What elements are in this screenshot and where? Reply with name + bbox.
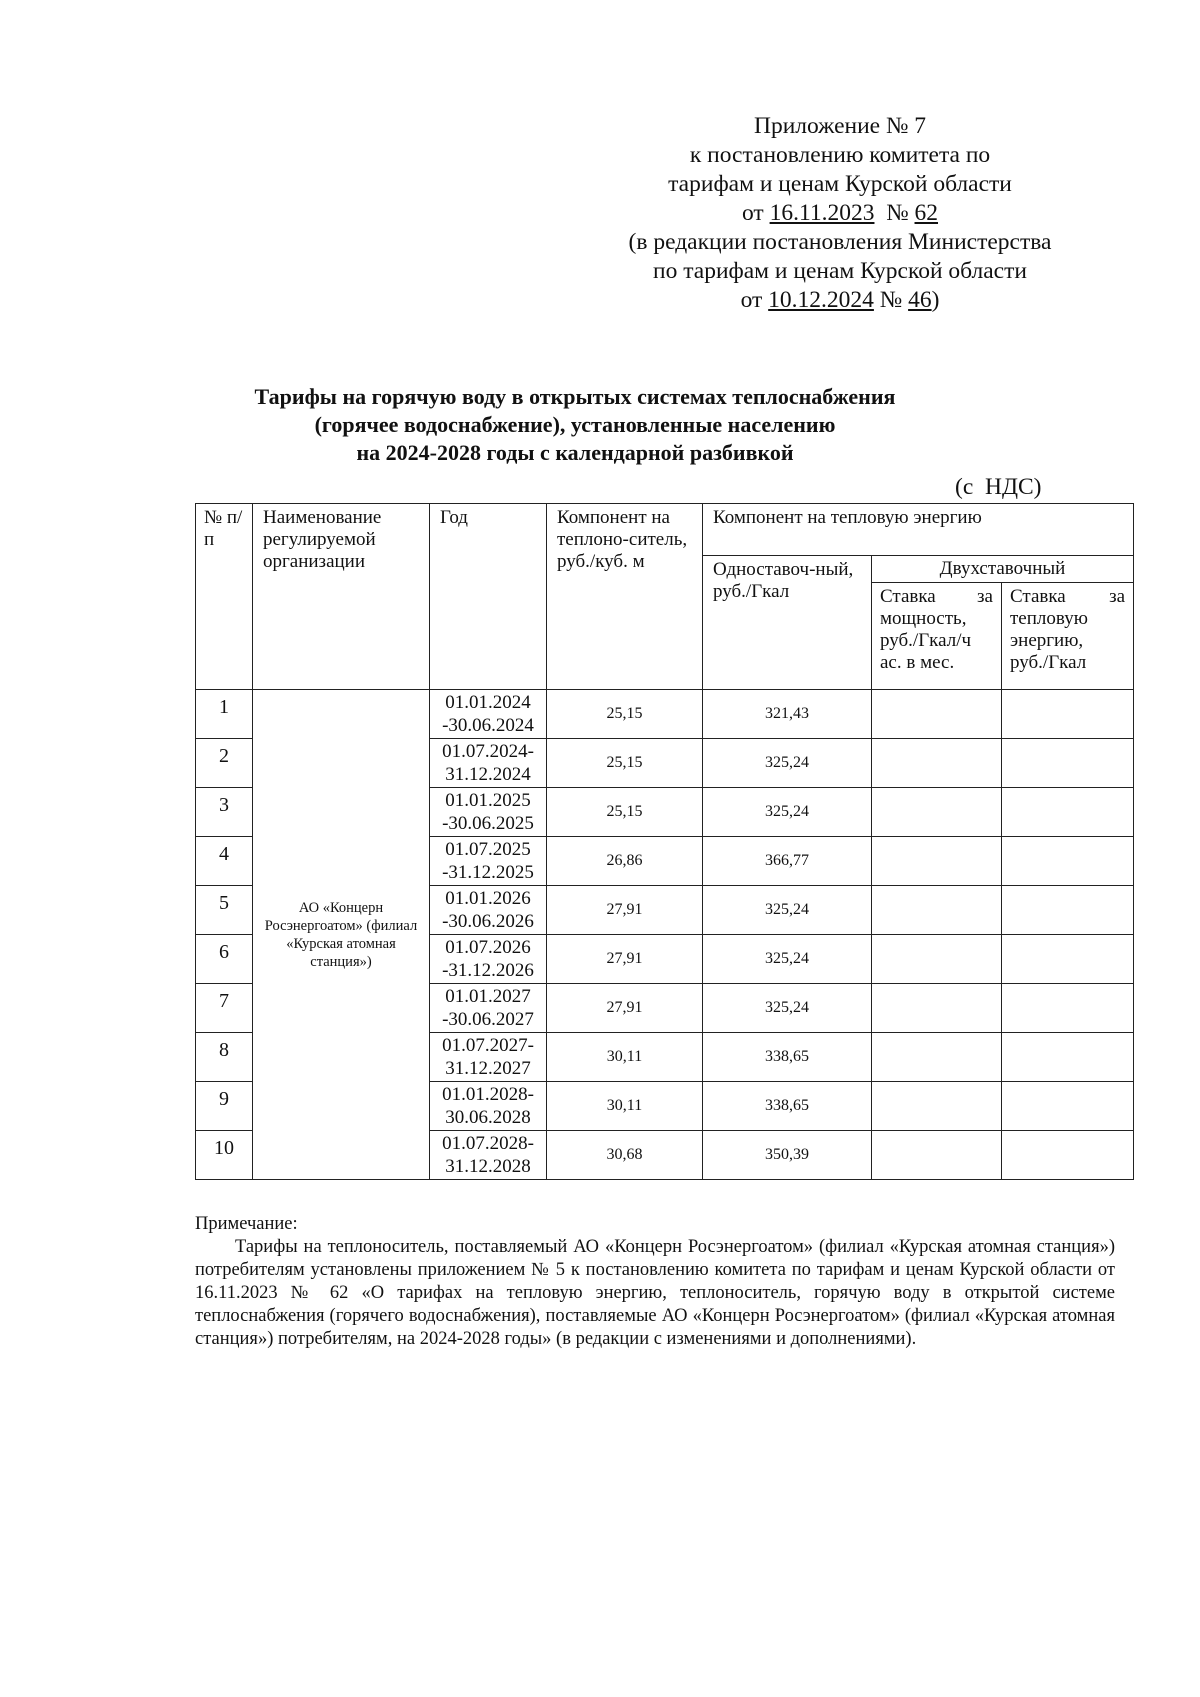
period-end: 30.06.2028	[445, 1107, 531, 1128]
header-two-rate: Двухставочный	[872, 556, 1134, 583]
period-cell	[430, 886, 547, 935]
note-heading: Примечание:	[195, 1214, 298, 1234]
carrier-value: 27,91	[547, 886, 703, 935]
period-start: 01.07.2028-	[442, 1133, 534, 1154]
title-line-2: (горячее водоснабжение), установленные населению	[314, 412, 836, 437]
header-year: Год	[430, 504, 547, 690]
single-rate-value: 325,24	[703, 984, 872, 1033]
period-cell	[430, 837, 547, 886]
carrier-value: 25,15	[547, 739, 703, 788]
header-energy-rate	[1002, 583, 1134, 690]
appendix-date: 16.11.2023	[769, 200, 875, 226]
header-energy-rate-word-2: за	[1109, 586, 1126, 607]
appendix-line-4	[580, 199, 1100, 228]
header-power-rate	[872, 583, 1002, 690]
energy-rate-value	[1002, 837, 1134, 886]
power-rate-value	[872, 739, 1002, 788]
single-rate-value: 325,24	[703, 935, 872, 984]
row-number: 3	[196, 788, 253, 837]
header-energy-rate-rest: тепловую энергию, руб./Гкал	[1010, 608, 1088, 673]
energy-rate-value	[1002, 1131, 1134, 1180]
power-rate-value	[872, 935, 1002, 984]
appendix-line-7	[580, 286, 1100, 315]
period-start: 01.07.2025	[445, 839, 531, 860]
header-power-rate-word-2: за	[977, 586, 993, 607]
period-start: 01.01.2024	[445, 692, 531, 713]
tariff-table	[195, 503, 1134, 1180]
appendix-number: 62	[914, 200, 939, 226]
single-rate-value: 338,65	[703, 1082, 872, 1131]
single-rate-value: 338,65	[703, 1033, 872, 1082]
power-rate-value	[872, 886, 1002, 935]
header-heat-component: Компонент на тепловую энергию	[703, 504, 1134, 556]
power-rate-value	[872, 1082, 1002, 1131]
single-rate-value: 325,24	[703, 788, 872, 837]
single-rate-value: 350,39	[703, 1131, 872, 1180]
period-start: 01.01.2027	[445, 986, 531, 1007]
single-rate-value: 321,43	[703, 690, 872, 739]
carrier-value: 30,68	[547, 1131, 703, 1180]
vat-note: (с НДС)	[955, 474, 1042, 500]
carrier-value: 30,11	[547, 1033, 703, 1082]
carrier-value: 30,11	[547, 1082, 703, 1131]
period-cell	[430, 1033, 547, 1082]
row-number: 7	[196, 984, 253, 1033]
period-end: -31.12.2025	[442, 862, 534, 883]
period-start: 01.07.2024-	[442, 741, 534, 762]
period-start: 01.01.2025	[445, 790, 531, 811]
header-num: № п/п	[196, 504, 253, 690]
power-rate-value	[872, 690, 1002, 739]
header-power-rate-rest: мощность, руб./Гкал/ч ас. в мес.	[880, 608, 972, 673]
row-number: 6	[196, 935, 253, 984]
revision-number-prefix: №	[873, 287, 909, 313]
carrier-value: 25,15	[547, 788, 703, 837]
header-organization: Наименование регулируемой организации	[253, 504, 430, 690]
row-number: 5	[196, 886, 253, 935]
power-rate-value	[872, 1033, 1002, 1082]
appendix-header	[580, 112, 1100, 315]
energy-rate-value	[1002, 984, 1134, 1033]
revision-number: 46	[908, 287, 932, 313]
carrier-value: 27,91	[547, 935, 703, 984]
energy-rate-value	[1002, 788, 1134, 837]
period-cell	[430, 788, 547, 837]
period-cell	[430, 739, 547, 788]
appendix-line-5: (в редакции постановления Министерства	[628, 229, 1052, 255]
appendix-line-2: к постановлению комитета по	[689, 142, 991, 168]
organization-name: АО «Концерн Росэнергоатом» (филиал «Курская атомная станция»)	[253, 690, 430, 1180]
header-power-rate-word-1: Ставка	[880, 586, 936, 607]
period-cell	[430, 984, 547, 1033]
period-start: 01.01.2026	[445, 888, 531, 909]
period-cell	[430, 690, 547, 739]
single-rate-value: 325,24	[703, 886, 872, 935]
period-start: 01.07.2027-	[442, 1035, 534, 1056]
power-rate-value	[872, 1131, 1002, 1180]
appendix-line-1: Приложение № 7	[753, 113, 927, 139]
period-cell	[430, 935, 547, 984]
period-start: 01.01.2028-	[442, 1084, 534, 1105]
energy-rate-value	[1002, 886, 1134, 935]
period-end: -31.12.2026	[442, 960, 534, 981]
carrier-value: 25,15	[547, 690, 703, 739]
carrier-value: 27,91	[547, 984, 703, 1033]
header-energy-rate-word-1: Ставка	[1010, 586, 1066, 607]
note-body: Тарифы на теплоноситель, поставляемый АО «Концерн Росэнергоатом» (филиал «Курская атомная станция») потребителям установлены приложением № 5 к постановлению комитета по тарифам и ценам Курской области от 16.11.2023 № 62 «О тарифах на тепловую энергию, теплоноситель, горячую воду в открытой системе теплоснабжения (горячего водоснабжения), поставляемые АО «Концерн Росэнергоатом» (филиал «Курская атомная станция») потребителям, на 2024-2028 годы» (в редакции с изменениями и дополнениями).	[195, 1237, 1115, 1349]
period-end: 31.12.2027	[445, 1058, 531, 1079]
table-row	[196, 690, 1134, 739]
period-end: -30.06.2026	[442, 911, 534, 932]
note	[195, 1213, 1115, 1351]
appendix-line-3: тарифам и ценам Курской области	[668, 171, 1012, 197]
title-line-3: на 2024-2028 годы с календарной разбивкой	[356, 440, 794, 465]
energy-rate-value	[1002, 1082, 1134, 1131]
power-rate-value	[872, 837, 1002, 886]
period-cell	[430, 1082, 547, 1131]
energy-rate-value	[1002, 1033, 1134, 1082]
period-end: 31.12.2028	[445, 1156, 531, 1177]
row-number: 2	[196, 739, 253, 788]
energy-rate-value	[1002, 690, 1134, 739]
row-number: 10	[196, 1131, 253, 1180]
header-carrier-component: Компонент на теплоно-ситель, руб./куб. м	[547, 504, 703, 690]
carrier-value: 26,86	[547, 837, 703, 886]
note-text	[195, 1236, 1115, 1351]
period-cell	[430, 1131, 547, 1180]
power-rate-value	[872, 984, 1002, 1033]
row-number: 9	[196, 1082, 253, 1131]
period-end: -30.06.2024	[442, 715, 534, 736]
period-end: -30.06.2027	[442, 1009, 534, 1030]
revision-suffix: )	[931, 287, 940, 313]
period-end: -30.06.2025	[442, 813, 534, 834]
energy-rate-value	[1002, 739, 1134, 788]
revision-date: 10.12.2024	[768, 287, 874, 313]
revision-date-prefix: от	[740, 287, 769, 313]
single-rate-value: 366,77	[703, 837, 872, 886]
appendix-date-prefix: от	[741, 200, 770, 226]
header-single-rate: Одноставоч-ный, руб./Гкал	[703, 556, 872, 690]
row-number: 8	[196, 1033, 253, 1082]
period-start: 01.07.2026	[445, 937, 531, 958]
single-rate-value: 325,24	[703, 739, 872, 788]
appendix-line-6: по тарифам и ценам Курской области	[653, 258, 1027, 284]
row-number: 4	[196, 837, 253, 886]
document-title	[150, 383, 1000, 467]
energy-rate-value	[1002, 935, 1134, 984]
power-rate-value	[872, 788, 1002, 837]
title-line-1: Тарифы на горячую воду в открытых системах теплоснабжения	[254, 384, 896, 409]
period-end: 31.12.2024	[445, 764, 531, 785]
row-number: 1	[196, 690, 253, 739]
appendix-number-prefix: №	[874, 200, 915, 226]
